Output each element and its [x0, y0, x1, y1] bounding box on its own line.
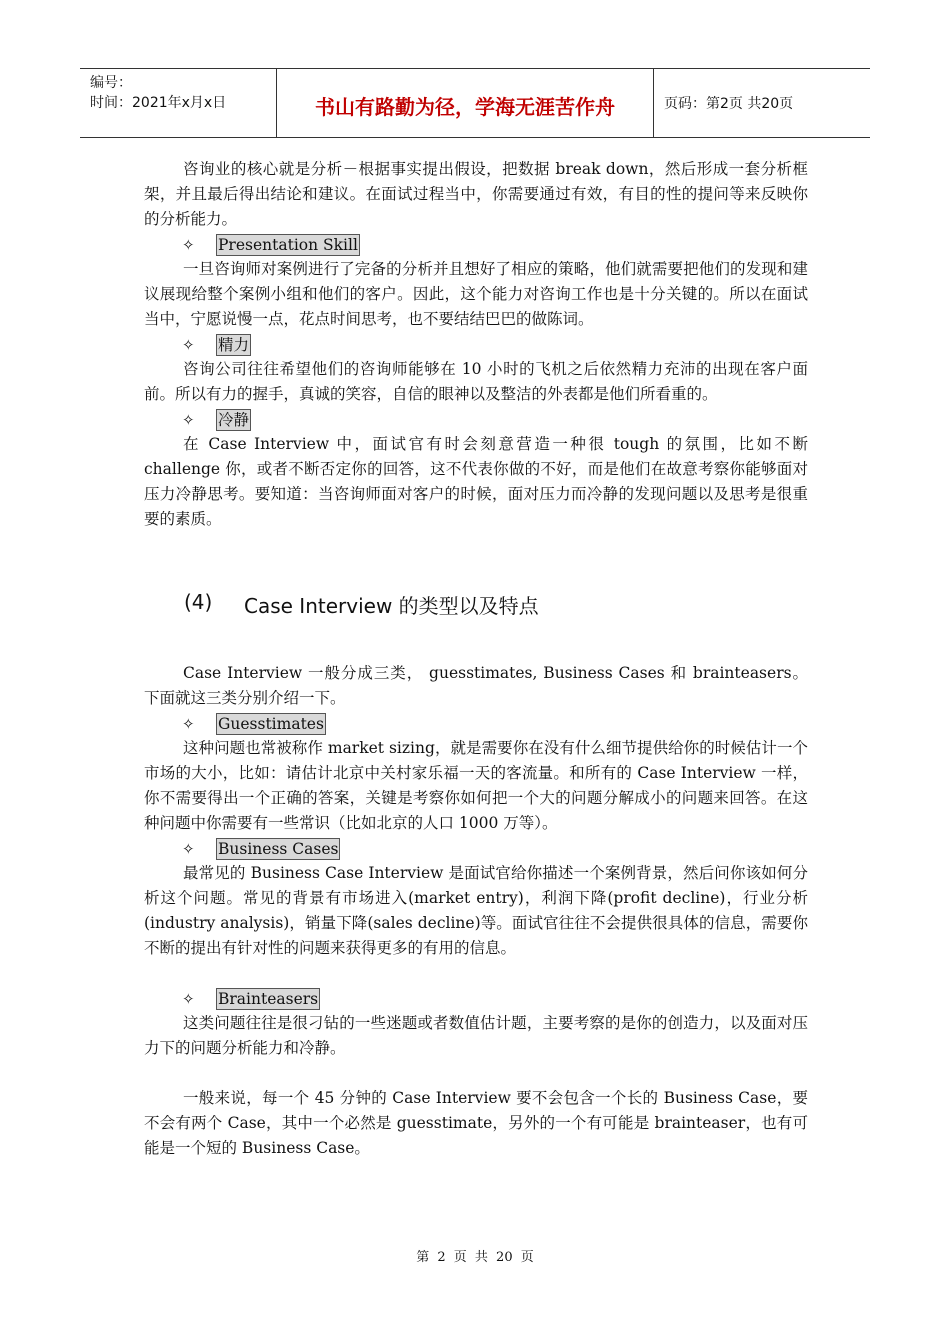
bullet-item [144, 986, 808, 1011]
bullet-label: 精力 [218, 335, 250, 354]
diamond-bullet-icon: ✧ [182, 839, 195, 858]
bullet-label: Business Cases [218, 839, 339, 858]
section-heading [144, 590, 808, 619]
diamond-bullet-icon: ✧ [182, 989, 195, 1008]
diamond-bullet-icon: ✧ [182, 714, 195, 733]
bullet-label: Guesstimates [218, 714, 324, 733]
bullet-label: Brainteasers [218, 989, 319, 1008]
heading-text: Case Interview 的类型以及特点 [244, 594, 539, 618]
paragraph: 最常见的 Business Case Interview 是面试官给你描述一个案例背景，然后问你该如何分析这个问题。常见的背景有市场进入(market entry)，利润下降(profit decline)，行业分析(industry analysis)，销量下降(sales decline)等。面试官往往不会提供很具体的信息，需要你不断的提出有针对性的问题来获得更多的有用的信息。 [144, 864, 808, 957]
diamond-bullet-icon: ✧ [182, 235, 195, 254]
header-meta [80, 69, 276, 137]
bullet-label: 冷静 [218, 410, 250, 429]
motto: 书山有路勤为径，学海无涯苦作舟 [276, 69, 654, 137]
time-label: 时间：2021年x月x日 [90, 95, 227, 111]
page-footer: 第 2 页 共 20 页 [416, 1250, 534, 1265]
paragraph: 这种问题也常被称作 market sizing，就是需要你在没有什么细节提供给你的时候估计一个市场的大小，比如：请估计北京中关村家乐福一天的客流量。和所有的 Case Interview 一样，你不需要得出一个正确的答案，关键是考察你如何把一个大的问题分解成小的问题来回答。在这种问题中你需要有一些常识（比如北京的人口 1000 万等）。 [144, 739, 808, 832]
paragraph: 在 Case Interview 中，面试官有时会刻意营造一种很 tough 的氛围，比如不断 challenge 你，或者不断否定你的回答，这不代表你做的不好，而是他们在故意考察你能够面对压力冷静思考。要知道：当咨询师面对客户的时候，面对压力而冷静的发现问题以及思考是很重要的素质。 [144, 435, 808, 528]
heading-number: (4) [184, 590, 213, 614]
paragraph: 一旦咨询师对案例进行了完备的分析并且想好了相应的策略，他们就需要把他们的发现和建议展现给整个案例小组和他们的客户。因此，这个能力对咨询工作也是十分关键的。所以在面试当中，宁愿说慢一点，花点时间思考，也不要结结巴巴的做陈词。 [144, 260, 808, 328]
bullet-item [144, 232, 808, 257]
paragraph: 咨询公司往往希望他们的咨询师能够在 10 小时的飞机之后依然精力充沛的出现在客户面前。所以有力的握手，真诚的笑容，自信的眼神以及整洁的外表都是他们所看重的。 [144, 360, 808, 403]
bullet-item [144, 711, 808, 736]
paragraph: 咨询业的核心就是分析－根据事实提出假设，把数据 break down，然后形成一套分析框架，并且最后得出结论和建议。在面试过程当中，你需要通过有效，有目的性的提问等来反映你的分析能力。 [144, 160, 808, 228]
bullet-label: Presentation Skill [218, 235, 358, 254]
bullet-item [144, 407, 808, 432]
diamond-bullet-icon: ✧ [182, 410, 195, 429]
page-info: 页码：第2页 共20页 [664, 96, 794, 112]
page-header [80, 68, 870, 138]
diamond-bullet-icon: ✧ [182, 335, 195, 354]
paragraph: 这类问题往往是很刁钻的一些迷题或者数值估计题，主要考察的是你的创造力，以及面对压力下的问题分析能力和冷静。 [144, 1014, 808, 1057]
number-label: 编号： [90, 75, 132, 91]
paragraph: Case Interview 一般分成三类， guesstimates, Business Cases 和 brainteasers。下面就这三类分别介绍一下。 [144, 664, 808, 707]
paragraph: 一般来说，每一个 45 分钟的 Case Interview 要不会包含一个长的 Business Case，要不会有两个 Case，其中一个必然是 guesstimate，另外的一个有可能是 brainteaser，也有可能是一个短的 Business Case。 [144, 1089, 808, 1157]
bullet-item [144, 332, 808, 357]
document-body [144, 157, 808, 1161]
bullet-item [144, 836, 808, 861]
